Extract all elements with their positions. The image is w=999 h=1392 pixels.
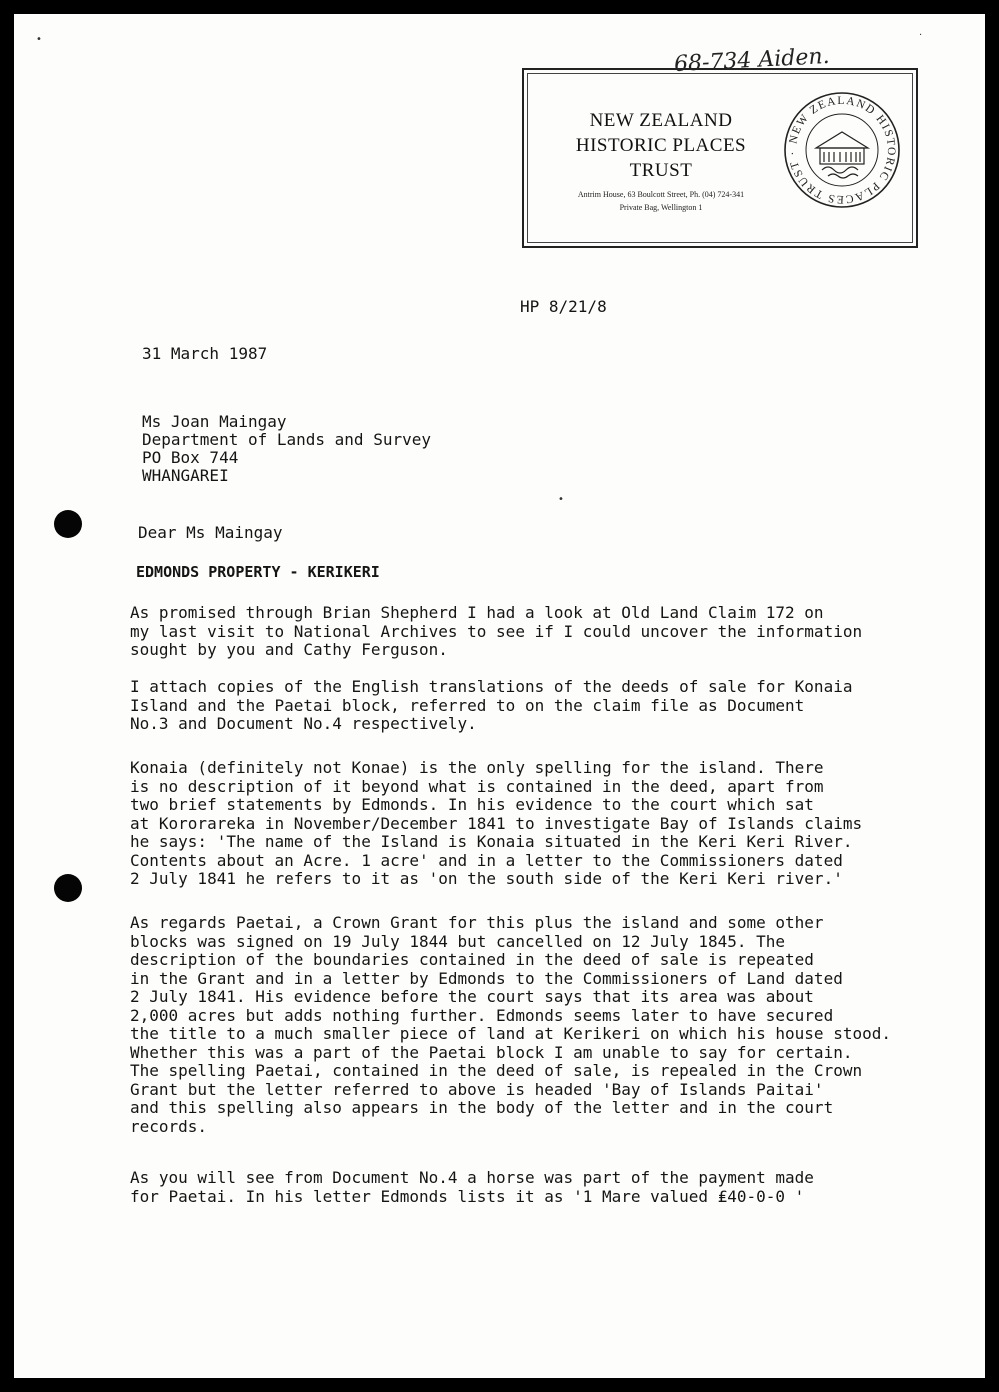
scan-speck: • [558,494,564,505]
org-address-line-2: Private Bag, Wellington 1 [619,203,703,212]
letterhead [522,68,918,248]
paragraph-4: As regards Paetai, a Crown Grant for this plus the island and some other blocks was signed on 19 July 1844 but cancelled on 12 July 1845. The description of the boundaries contained in the deed of sale is repeated in the Grant and in a letter by Edmonds to the Commissioners of Land dated 2 July 1841. His evidence before the court says that its area was about 2,000 acres but adds nothing further. Edmonds seems later to have secured the title to a much smaller piece of land at Kerikeri on which his house stood. Whether this was a part of the Paetai block I am unable to say for certain. The spelling Paetai, contained in the deed of sale, is repealed in the Crown Grant but the letter referred to above is headed 'Bay of Islands Paitai' and this spelling also appears in the body of the letter and in the court records. [130,913,891,1136]
paragraph-3: Konaia (definitely not Konae) is the only spelling for the island. There is no description of it beyond what is contained in the deed, apart from two brief statements by Edmonds. In his evidence to the court which sat at Kororareka in November/December 1841 to investigate Bay of Islands claims he says: 'The name of the Island is Konaia situated in the Keri Keri River. Contents about an Acre. 1 acre' and in a letter to the Commissioners dated 2 July 1841 he refers to it as 'on the south side of the Keri Keri river.' [130,758,863,888]
letter-date: 31 March 1987 [142,344,268,363]
recipient-city: WHANGAREI [142,466,229,485]
salutation: Dear Ms Maingay [138,523,283,542]
org-name-line-3: TRUST [629,160,693,181]
scan-speck: • [36,34,42,45]
letter-page [14,14,985,1378]
historic-places-seal-logo [782,90,902,210]
recipient-po-box: PO Box 744 [142,448,239,467]
handwritten-annotation: 68-734 Aiden. [673,43,831,78]
paragraph-2: I attach copies of the English translations of the deeds of sale for Konaia Island and the Paetai block, referred to on the claim file as Document No.3 and Document No.4 respectively. [130,677,853,733]
org-name-line-1: NEW ZEALAND [589,110,733,131]
letterhead-inner-border [527,73,913,243]
punch-hole-lower [54,874,82,902]
recipient-name: Ms Joan Maingay [142,412,287,431]
paragraph-5: As you will see from Document No.4 a horse was part of the payment made for Paetai. In his letter Edmonds lists it as '1 Mare valued ₤40-0-0 ' [130,1168,814,1206]
reference-number: HP 8/21/8 [520,297,607,316]
org-address-line-1: Antrim House, 63 Boulcott Street, Ph. (04) 724-341 [577,190,745,199]
org-name-line-2: HISTORIC PLACES [575,135,747,156]
svg-text:NEW ZEALAND HISTORIC PLACES TR: NEW ZEALAND HISTORIC PLACES TRUST · [786,94,898,206]
paragraph-1: As promised through Brian Shepherd I had a look at Old Land Claim 172 on my last visit to National Archives to see if I could uncover the information sought by you and Cathy Ferguson. [130,603,863,659]
recipient-department: Department of Lands and Survey [142,430,431,449]
subject-heading: EDMONDS PROPERTY - KERIKERI [136,563,380,581]
scan-speck: · [919,30,923,41]
punch-hole-upper [54,510,82,538]
